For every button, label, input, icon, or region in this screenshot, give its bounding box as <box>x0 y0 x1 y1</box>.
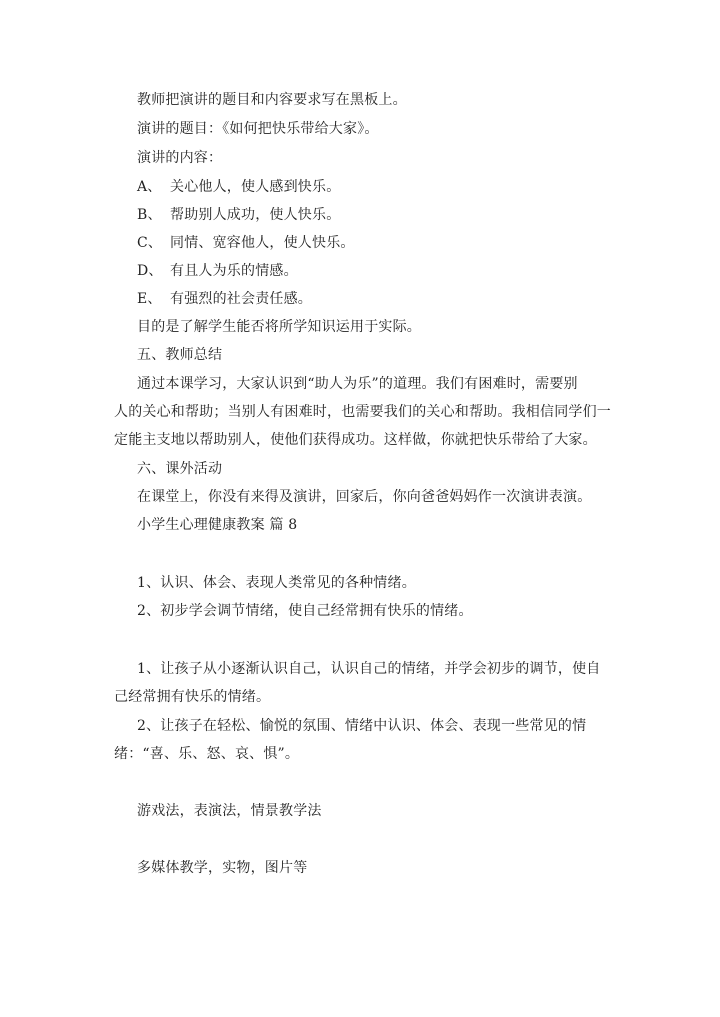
paragraph-line: 绪：“喜、乐、怒、哀、惧”。 <box>114 746 300 762</box>
text-line: 演讲的内容： <box>137 150 223 166</box>
objective-item: 2、初步学会调节情绪，使自己经常拥有快乐的情绪。 <box>137 603 473 619</box>
list-marker: C、 <box>137 235 163 251</box>
section-heading: 五、教师总结 <box>137 347 223 363</box>
list-marker: A、 <box>137 179 162 195</box>
section-heading: 六、课外活动 <box>137 461 223 477</box>
text-line: 教师把演讲的题目和内容要求写在黑板上。 <box>137 92 407 108</box>
list-item-text: 有且人为乐的情感。 <box>170 263 298 279</box>
materials-line: 多媒体教学，实物，图片等 <box>137 860 308 876</box>
list-item-text: 有强烈的社会责任感。 <box>170 291 312 307</box>
paragraph-line: 己经常拥有快乐的情绪。 <box>114 689 271 705</box>
list-marker: B、 <box>137 207 162 223</box>
objective-item: 1、认识、体会、表现人类常见的各种情绪。 <box>137 575 416 591</box>
paragraph-line: 通过本课学习，大家认识到“助人为乐”的道理。我们有困难时，需要别 <box>137 376 578 392</box>
list-marker: E、 <box>137 291 162 307</box>
list-item <box>137 206 340 224</box>
list-item-text: 关心他人，使人感到快乐。 <box>170 179 341 195</box>
list-item <box>137 262 298 280</box>
document-title: 小学生心理健康教案 篇 8 <box>137 517 298 533</box>
list-item-text: 同情、宽容他人，使人快乐。 <box>170 235 355 251</box>
text-line: 演讲的题目：《如何把快乐带给大家》。 <box>137 121 379 137</box>
list-item <box>137 234 355 252</box>
paragraph-line: 在课堂上，你没有来得及演讲，回家后，你向爸爸妈妈作一次演讲表演。 <box>137 489 592 505</box>
text-line: 目的是了解学生能否将所学知识运用于实际。 <box>137 319 421 335</box>
method-line: 游戏法，表演法，情景教学法 <box>137 803 322 819</box>
paragraph-line: 人的关心和帮助；当别人有困难时，也需要我们的关心和帮助。我相信同学们一 <box>114 404 611 420</box>
list-item <box>137 290 312 308</box>
list-item <box>137 178 340 196</box>
paragraph-line: 1、让孩子从小逐渐认识自己，认识自己的情绪，并学会初步的调节，使自 <box>137 661 601 677</box>
list-item-text: 帮助别人成功，使人快乐。 <box>170 207 341 223</box>
paragraph-line: 2、让孩子在轻松、愉悦的氛围、情绪中认识、体会、表现一些常见的情 <box>137 718 587 734</box>
list-marker: D、 <box>137 263 163 279</box>
paragraph-line: 定能主支地以帮助别人，使他们获得成功。这样做，你就把快乐带给了大家。 <box>114 432 597 448</box>
